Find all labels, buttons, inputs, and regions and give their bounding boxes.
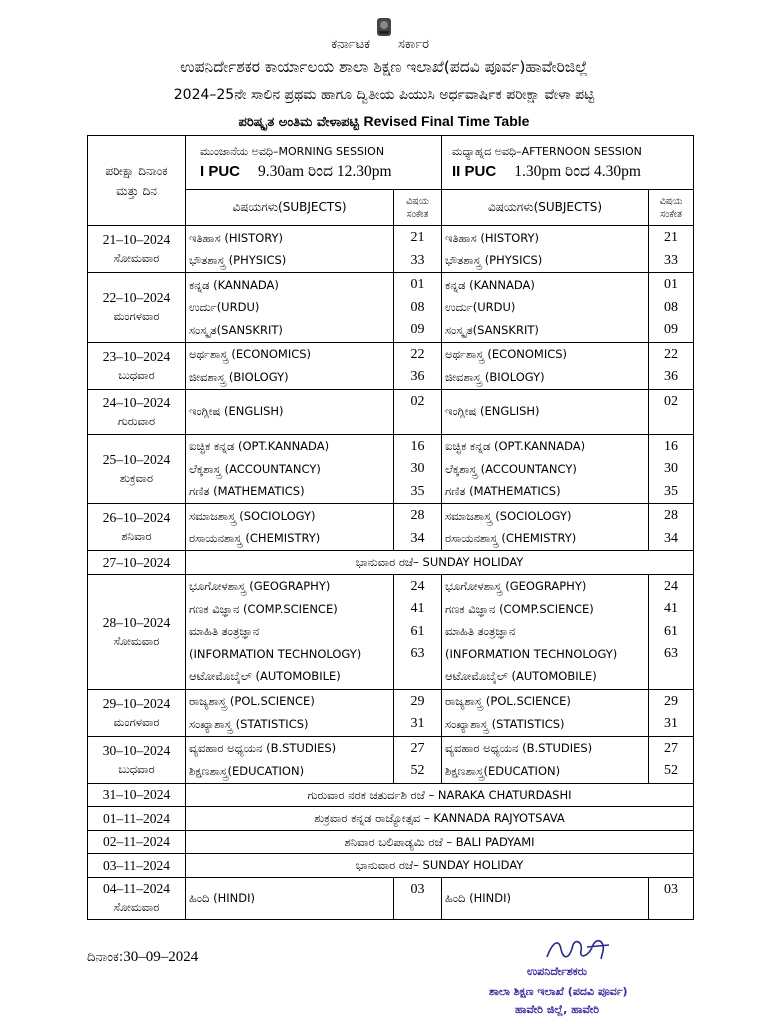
date-cell (88, 273, 186, 343)
subject-name: ಇಂಗ್ಲೀಷ (ENGLISH) (189, 404, 284, 419)
afternoon-session-label: ಮಧ್ಯಾಹ್ನದ ಅವಧಿ–AFTERNOON SESSION (452, 144, 642, 158)
subject-code: 03 (410, 881, 425, 897)
subject-code: 30 (410, 461, 425, 476)
code-cell-morning (394, 689, 442, 736)
code-header-line1: ವಿಷಯ (659, 195, 683, 207)
subject-name: ಜೀವಶಾಸ್ತ್ರ (BIOLOGY) (445, 369, 545, 384)
code-cell-afternoon (649, 389, 694, 434)
date-cell (88, 574, 186, 689)
subject-name: ಇತಿಹಾಸ (HISTORY) (189, 230, 284, 245)
subject-code: 31 (664, 716, 679, 731)
subject-code: 16 (410, 438, 425, 454)
date-col-line2: ಮತ್ತು ದಿನ (116, 183, 157, 198)
subject-name: ರಸಾಯನಶಾಸ್ತ್ರ (CHEMISTRY) (189, 531, 321, 545)
exam-row (88, 342, 694, 389)
subject-code: 35 (664, 483, 679, 499)
code-cell-afternoon (649, 574, 694, 689)
subject-name: ಹಿಂದಿ (HINDI) (189, 890, 255, 905)
subject-code: 22 (410, 346, 425, 362)
date-column-header (88, 136, 186, 226)
exam-date: 23–10–2024 (102, 348, 171, 364)
code-header-afternoon (649, 190, 694, 226)
code-cell-afternoon (649, 226, 694, 273)
subject-code: 01 (664, 277, 679, 292)
morning-session-cell (186, 136, 442, 190)
code-header-line2: ಸಂಕೇತ (660, 208, 682, 220)
subjects-cell-afternoon (442, 877, 649, 919)
exam-day: ಶುಕ್ರವಾರ (119, 470, 154, 485)
exam-date: 26–10–2024 (102, 510, 171, 525)
code-cell-morning (394, 273, 442, 343)
exam-date: 21–10–2024 (102, 232, 171, 247)
subject-name: ವ್ಯವಹಾರ ಅಧ್ಯಯನ (B.STUDIES) (189, 741, 337, 755)
holiday-cell: ಭಾನುವಾರ ರಜೆ– SUNDAY HOLIDAY (186, 854, 694, 878)
exam-row (88, 736, 694, 783)
subject-code: 24 (664, 578, 679, 594)
subject-code: 52 (410, 763, 425, 778)
header-row-session (88, 136, 694, 190)
subject-name: ಸಮಾಜಶಾಸ್ತ್ರ (SOCIOLOGY) (189, 508, 316, 523)
holiday-row (88, 854, 694, 878)
gov-label-right: ಸರ್ಕಾರ (398, 37, 429, 52)
exam-row (88, 389, 694, 434)
subject-name: ಮಾಹಿತಿ ತಂತ್ರಜ್ಞಾನ (445, 624, 516, 639)
subject-code: 09 (664, 322, 679, 337)
subject-code: 16 (664, 438, 679, 454)
subjects-cell-morning (186, 273, 394, 343)
date-cell (88, 736, 186, 783)
code-cell-afternoon (649, 877, 694, 919)
exam-date: 31–10–2024 (102, 787, 171, 803)
subjects-cell-afternoon (442, 342, 649, 389)
subject-name: ಇಂಗ್ಲೀಷ (ENGLISH) (445, 404, 540, 419)
subjects-cell-morning (186, 689, 394, 736)
subject-name: ಕನ್ನಡ (KANNADA) (445, 277, 535, 292)
subject-code: 31 (410, 716, 425, 731)
subject-code: 29 (664, 693, 679, 709)
subject-name: ವ್ಯವಹಾರ ಅಧ್ಯಯನ (B.STUDIES) (445, 741, 593, 755)
subjects-cell-afternoon (442, 504, 649, 551)
morning-session-label: ಮುಂಜಾನೆಯ ಅವಧಿ–MORNING SESSION (200, 144, 385, 158)
exam-date: 30–10–2024 (102, 742, 171, 758)
subject-name: ಜೀವಶಾಸ್ತ್ರ (BIOLOGY) (189, 369, 289, 384)
subject-name: ಸಂಸ್ಕೃತ(SANSKRIT) (189, 322, 283, 337)
holiday-row (88, 830, 694, 854)
subject-name: ಆಟೋಮೊಬೈಲ್ (AUTOMOBILE) (189, 669, 341, 684)
karnataka-emblem-icon (373, 16, 395, 38)
code-cell-morning (394, 574, 442, 689)
code-cell-morning (394, 434, 442, 504)
subject-name: ಲೆಕ್ಕಶಾಸ್ತ್ರ (ACCOUNTANCY) (445, 461, 577, 476)
subject-code: 03 (664, 881, 679, 897)
exam-title: 2024–25ನೇ ಸಾಲಿನ ಪ್ರಥಮ ಹಾಗೂ ದ್ವಿತೀಯ ಪಿಯುಸಿ ಅರ್ಧವಾರ್ಷಿಕ ಪರೀಕ್ಷಾ ವೇಳಾ ಪಟ್ಟಿ (173, 87, 595, 103)
signature-block (475, 935, 695, 1020)
exam-day: ಸೋಮವಾರ (113, 251, 160, 265)
date-cell (88, 689, 186, 736)
subject-code: 36 (664, 369, 679, 384)
ii-puc-time: 1.30pm ರಿಂದ 4.30pm (514, 162, 641, 180)
subject-name: ಉರ್ದು(URDU) (189, 300, 260, 314)
exam-row (88, 877, 694, 919)
subject-code: 30 (664, 461, 679, 476)
subjects-cell-morning (186, 877, 394, 919)
subject-code: 09 (410, 322, 425, 337)
holiday-cell: ಶುಕ್ರವಾರ ಕನ್ನಡ ರಾಜ್ಯೋತ್ಸವ – KANNADA RAJYOTSAVA (186, 807, 694, 831)
code-cell-morning (394, 504, 442, 551)
exam-date: 27–10–2024 (102, 554, 171, 570)
code-cell-afternoon (649, 689, 694, 736)
exam-date: 28–10–2024 (102, 614, 171, 630)
subject-name: ಅರ್ಥಶಾಸ್ತ್ರ (ECONOMICS) (189, 347, 312, 361)
afternoon-session-cell (442, 136, 694, 190)
signature-title: ಉಪನಿರ್ದೇಶಕರು (527, 965, 588, 978)
subjects-cell-afternoon (442, 226, 649, 273)
date-cell (88, 783, 186, 807)
subject-code: 08 (664, 299, 679, 315)
exam-date: 24–10–2024 (102, 394, 171, 410)
holiday-row (88, 783, 694, 807)
exam-date: 22–10–2024 (102, 290, 171, 306)
subject-code: 63 (664, 646, 679, 661)
subject-code: 63 (410, 646, 425, 661)
subject-code: 61 (410, 623, 425, 639)
subjects-cell-morning (186, 574, 394, 689)
subject-name: ಇತಿಹಾಸ (HISTORY) (445, 230, 540, 245)
subject-code: 61 (664, 623, 679, 639)
timetable (87, 135, 694, 920)
holiday-row (88, 551, 694, 575)
exam-row (88, 273, 694, 343)
subject-code: 29 (410, 693, 425, 709)
subject-name: ಸಂಸ್ಕೃತ(SANSKRIT) (445, 322, 539, 337)
subjects-cell-morning (186, 504, 394, 551)
issue-date-value: 30–09–2024 (123, 949, 199, 965)
subject-name: ಸಂಖ್ಯಾಶಾಸ್ತ್ರ (STATISTICS) (445, 716, 565, 731)
code-cell-morning (394, 736, 442, 783)
issue-date (87, 949, 198, 966)
subject-name: ಸಂಖ್ಯಾಶಾಸ್ತ್ರ (STATISTICS) (189, 716, 309, 731)
date-cell (88, 854, 186, 878)
signature-dept: ಶಾಲಾ ಶಿಕ್ಷಣ ಇಲಾಖೆ (ಪದವಿ ಪೂರ್ವ) (489, 985, 628, 998)
date-cell (88, 389, 186, 434)
exam-day: ಸೋಮವಾರ (113, 900, 160, 914)
exam-date: 03–11–2024 (103, 857, 170, 873)
subject-name: ಮಾಹಿತಿ ತಂತ್ರಜ್ಞಾನ (189, 624, 260, 639)
signature-icon (543, 935, 623, 967)
subject-code: 34 (410, 530, 425, 546)
exam-day: ಶನಿವಾರ (121, 529, 152, 543)
subject-name: ಹಿಂದಿ (HINDI) (445, 890, 511, 905)
i-puc-label: I PUC (200, 162, 241, 180)
timetable-title-kn: ಪರಿಷ್ಕೃತ ಅಂತಿಮ ವೇಳಾಪಟ್ಟಿ (238, 115, 359, 130)
subject-name: (INFORMATION TECHNOLOGY) (445, 646, 618, 661)
code-cell-afternoon (649, 434, 694, 504)
subjects-cell-afternoon (442, 574, 649, 689)
subject-name: ಭೌತಶಾಸ್ತ್ರ (PHYSICS) (189, 253, 287, 267)
subjects-cell-afternoon (442, 434, 649, 504)
subject-name: ರಸಾಯನಶಾಸ್ತ್ರ (CHEMISTRY) (445, 531, 577, 545)
exam-day: ಮಂಗಳವಾರ (113, 309, 160, 324)
date-cell (88, 551, 186, 575)
subject-name: (INFORMATION TECHNOLOGY) (189, 646, 362, 661)
subject-code: 01 (410, 277, 425, 292)
subject-code: 02 (410, 393, 425, 409)
subjects-header-afternoon: ವಿಷಯಗಳು(SUBJECTS) (442, 190, 649, 226)
exam-day: ಮಂಗಳವಾರ (113, 714, 160, 729)
subject-code: 41 (664, 601, 679, 616)
subject-name: ಸಮಾಜಶಾಸ್ತ್ರ (SOCIOLOGY) (445, 508, 572, 523)
code-cell-morning (394, 226, 442, 273)
exam-row (88, 689, 694, 736)
subject-name: ಗಣಿತ (MATHEMATICS) (445, 484, 561, 498)
subject-code: 24 (410, 578, 425, 594)
holiday-cell: ಭಾನುವಾರ ರಜೆ– SUNDAY HOLIDAY (186, 551, 694, 575)
ii-puc-label: II PUC (452, 162, 497, 180)
code-cell-morning (394, 877, 442, 919)
exam-day: ಸೋಮವಾರ (113, 633, 160, 648)
exam-date: 02–11–2024 (103, 834, 170, 850)
subject-code: 33 (410, 252, 425, 268)
code-cell-morning (394, 342, 442, 389)
subject-name: ಭೂಗೋಳಶಾಸ್ತ್ರ (GEOGRAPHY) (445, 579, 587, 594)
subject-code: 36 (410, 369, 425, 384)
subject-code: 08 (410, 299, 425, 315)
subject-name: ಐಚ್ಛಿಕ ಕನ್ನಡ (OPT.KANNADA) (445, 439, 586, 453)
subjects-header-morning: ವಿಷಯಗಳು(SUBJECTS) (186, 190, 394, 226)
exam-row (88, 574, 694, 689)
code-header-morning (394, 190, 442, 226)
i-puc-time: 9.30am ರಿಂದ 12.30pm (258, 162, 392, 180)
subjects-cell-afternoon (442, 273, 649, 343)
subject-name: ಆಟೋಮೊಬೈಲ್ (AUTOMOBILE) (445, 669, 597, 684)
subject-code: 21 (410, 230, 425, 245)
exam-day: ಗುರುವಾರ (117, 413, 156, 428)
subject-code: 02 (664, 393, 679, 409)
date-cell (88, 504, 186, 551)
subjects-cell-afternoon (442, 736, 649, 783)
exam-date: 25–10–2024 (102, 451, 171, 467)
subject-code: 21 (664, 230, 679, 245)
holiday-cell: ಶನಿವಾರ ಬಲಿಪಾಡ್ಯಮಿ ರಜೆ – BALI PADYAMI (186, 830, 694, 854)
subject-name: ಗಣಕ ವಿಜ್ಞಾನ (COMP.SCIENCE) (189, 601, 338, 616)
subject-name: ಭೌತಶಾಸ್ತ್ರ (PHYSICS) (445, 253, 543, 267)
date-cell (88, 830, 186, 854)
code-cell-afternoon (649, 736, 694, 783)
subject-code: 52 (664, 763, 679, 778)
timetable-title-en: Revised Final Time Table (363, 113, 530, 129)
subject-name: ಕನ್ನಡ (KANNADA) (189, 277, 279, 292)
subject-name: ಶಿಕ್ಷಣಶಾಸ್ತ್ರ(EDUCATION) (189, 763, 305, 778)
subjects-cell-morning (186, 342, 394, 389)
timetable-title (0, 113, 768, 130)
subject-name: ಶಿಕ್ಷಣಶಾಸ್ತ್ರ(EDUCATION) (445, 763, 561, 778)
subject-name: ಭೂಗೋಳಶಾಸ್ತ್ರ (GEOGRAPHY) (189, 579, 331, 594)
subject-name: ಗಣಕ ವಿಜ್ಞಾನ (COMP.SCIENCE) (445, 601, 594, 616)
subject-name: ಅರ್ಥಶಾಸ್ತ್ರ (ECONOMICS) (445, 347, 568, 361)
date-cell (88, 434, 186, 504)
exam-row (88, 226, 694, 273)
code-cell-afternoon (649, 273, 694, 343)
subject-name: ರಾಜ್ಯಶಾಸ್ತ್ರ (POL.SCIENCE) (445, 694, 571, 708)
office-title: ಉಪನಿರ್ದೇಶಕರ ಕಾರ್ಯಾಲಯ ಶಾಲಾ ಶಿಕ್ಷಣ ಇಲಾಖೆ(ಪದವಿ ಪೂರ್ವ)ಹಾವೇರಿಜಿಲ್ಲೆ (180, 58, 588, 76)
holiday-row (88, 807, 694, 831)
holiday-cell: ಗುರುವಾರ ನರಕ ಚತುರ್ದಶಿ ರಜೆ – NARAKA CHATURDASHI (186, 783, 694, 807)
date-col-line1: ಪರೀಕ್ಷಾ ದಿನಾಂಕ (105, 163, 168, 178)
exam-date: 04–11–2024 (103, 881, 170, 896)
gov-label-left: ಕರ್ನಾಟಕ (331, 37, 370, 52)
subject-code: 27 (664, 740, 679, 756)
code-cell-afternoon (649, 504, 694, 551)
subject-code: 41 (410, 601, 425, 616)
subject-name: ಲೆಕ್ಕಶಾಸ್ತ್ರ (ACCOUNTANCY) (189, 461, 321, 476)
subject-code: 35 (410, 483, 425, 499)
subjects-cell-morning (186, 226, 394, 273)
subjects-cell-afternoon (442, 389, 649, 434)
code-cell-morning (394, 389, 442, 434)
subjects-cell-morning (186, 389, 394, 434)
date-cell (88, 342, 186, 389)
signature-place: ಹಾವೇರಿ ಜಿಲ್ಲೆ, ಹಾವೇರಿ (515, 1003, 600, 1016)
issue-date-label: ದಿನಾಂಕ: (87, 950, 124, 965)
subject-name: ಐಚ್ಛಿಕ ಕನ್ನಡ (OPT.KANNADA) (189, 439, 330, 453)
subjects-cell-afternoon (442, 689, 649, 736)
subject-code: 27 (410, 740, 425, 756)
subject-code: 28 (410, 508, 425, 523)
date-cell (88, 226, 186, 273)
exam-row (88, 504, 694, 551)
subject-code: 34 (664, 530, 679, 546)
subject-name: ಗಣಿತ (MATHEMATICS) (189, 484, 305, 498)
exam-date: 29–10–2024 (102, 695, 171, 711)
subjects-cell-morning (186, 736, 394, 783)
exam-day: ಬುಧವಾರ (118, 761, 155, 776)
exam-day: ಬುಧವಾರ (118, 367, 155, 382)
code-header-line1: ವಿಷಯ (406, 195, 429, 207)
subject-code: 33 (664, 252, 679, 268)
subjects-cell-morning (186, 434, 394, 504)
code-header-line2: ಸಂಕೇತ (406, 208, 429, 220)
subject-name: ರಾಜ್ಯಶಾಸ್ತ್ರ (POL.SCIENCE) (189, 694, 315, 708)
subject-code: 28 (664, 508, 679, 523)
exam-row (88, 434, 694, 504)
date-cell (88, 807, 186, 831)
date-cell (88, 877, 186, 919)
subject-code: 22 (664, 346, 679, 362)
subject-name: ಉರ್ದು(URDU) (445, 300, 516, 314)
exam-date: 01–11–2024 (103, 810, 170, 826)
code-cell-afternoon (649, 342, 694, 389)
